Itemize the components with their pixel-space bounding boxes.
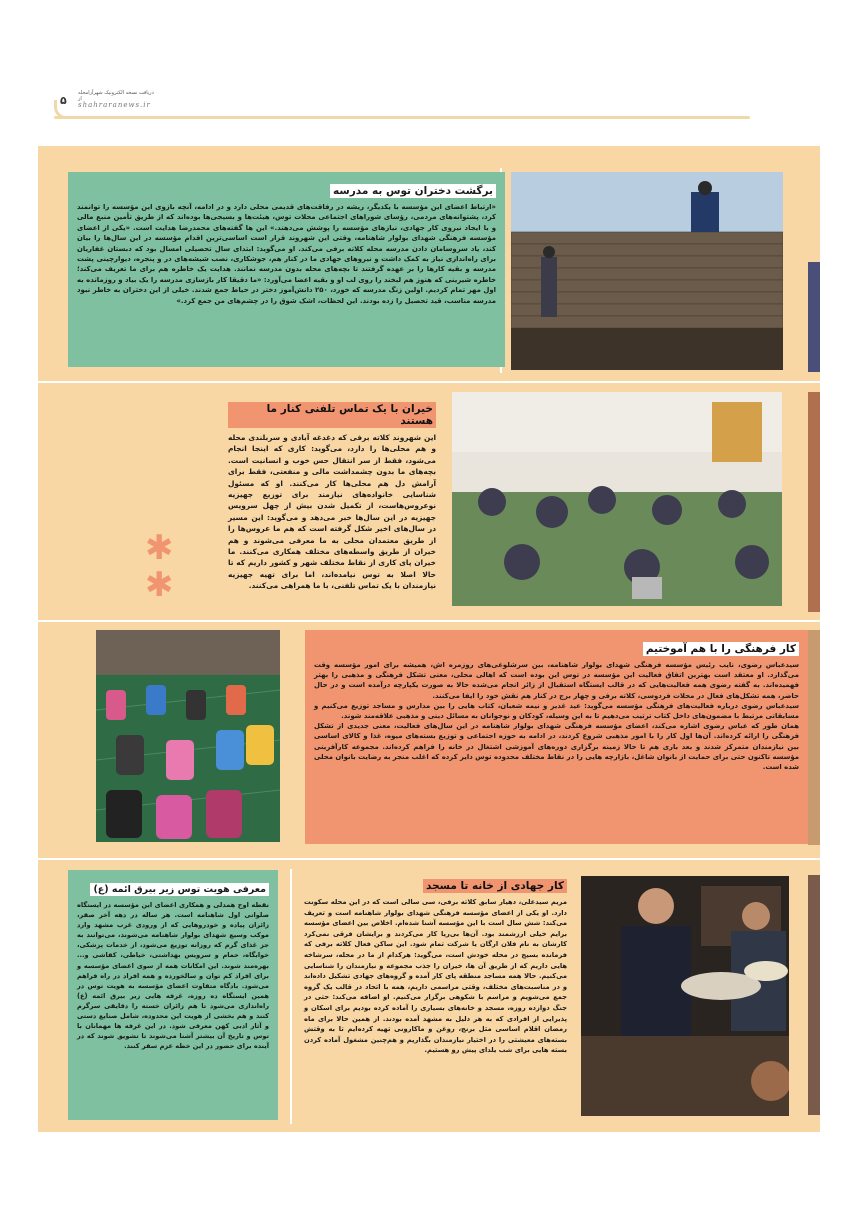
- masthead-site-link[interactable]: shahraranews.ir: [78, 101, 151, 109]
- edge-strip-3: [808, 630, 820, 845]
- photo-cooking: [581, 876, 789, 1116]
- photo-community-meal-image: [452, 392, 782, 606]
- photo-cooking-image: [581, 876, 789, 1116]
- article-tus-identity: [68, 870, 278, 1120]
- article-school-renovation: [68, 172, 505, 367]
- decorative-asterisk: ✱: [145, 528, 174, 568]
- article-title: معرفی هویت توس زیر بیرق ائمه (ع): [90, 883, 269, 896]
- edge-strip-4: [808, 875, 820, 1115]
- page-number: ۵: [60, 94, 67, 107]
- divider: [290, 869, 292, 1124]
- article-body: همان طور که عباس رضوی اشاره می‌کند، اعضای مؤسسه فرهنگی شهدای بولوار شاهنامه در این سال‌های فعالیت، معنی جدیدی از تشکل فرهنگی را ارائه کرده‌اند. آن‌ها اول کار را با امور مذهبی شروع کردند، در ادامه به حوزه اجتماعی و توزیع بسته‌های میوه، غذا و کالای اساسی بین نیازمندان متمرکز شدند و بعد باری هم تا حالا زمینه برگزاری دوره‌های آموزشی اشتغال در خانه را فراهم کرده‌اند. مجموعه کارآفرینی مؤسسه تاکنون حتی برای حمایت از بانوان شاغل، بازارچه هایی را در نقاط مختلف محدوده توس دایر کرده که اغلب منجر به رضایت بانوان محلی شده است.: [314, 722, 799, 772]
- edge-strip-1: [808, 262, 820, 372]
- photo-wall-workers-image: [511, 172, 783, 370]
- article-title: کار جهادی از خانه تا مسجد: [423, 879, 567, 893]
- photo-community-meal: [452, 392, 782, 606]
- divider: [38, 620, 820, 622]
- article-body: «ارتباط اعضای این مؤسسه با یکدیگر، ریشه در رفاقت‌های قدیمی محلی دارد و در ادامه، آنچه بازوی این مؤسسه را توانمند کرد، پشتوانه‌های مردمی، رؤسای شوراهای اجتماعی محلات توس، هیئت‌ها و بسیجی‌ها بوده‌اند که از طریق تأمین منبع مالی و با ایجاد نیروی کار جهادی، نیازهای مؤسسه را پوشش می‌دهند.» این ها گفته‌های محمدرضا هدایت است. «یکی از اعضای مؤسسه فرهنگی شهدای بولوار شاهنامه، وقتی این شهروند قرار است اساسی‌ترین اقدام مؤسسه در این سال‌ها را بیان کند، یاد سروسامان دادن مدرسه محله کلاته برفی می‌کند. او می‌گوید: ابتدای سال تحصیلی امسال بود که دبستان غفاریان برای راه‌اندازی نیاز به کمک داشت و نیروهای جهادی ما در کنار هم، جوشکاری، نصب شیشه‌های در و پنجره، دیوارچینی پشت مدرسه و بقیه کارها را بر عهده گرفتند تا بچه‌های محله بدون مدرسه نمانند. هدایت یک خاطره هم برای ما تعریف می‌کند؛ خاطره شیرینی که هنوز هم لبخند را روی لب او و بقیه اعضا می‌آورد: «ما دقیقا کار بازسازی مدرسه را یک بیاد و روزمانده به اول مهر تمام کردیم. اولین زنگ مدرسه که خورد، ۲۵۰ دانش‌آموز دختر در حیاط جمع شدند. خیلی از این دختران به خاطر نبود مدرسه مناسب، قید تحصیل را زده بودند. این لحظات، اشک شوق را در چشم‌های من جمع کرد.»: [77, 203, 496, 305]
- decorative-asterisk: ✱: [145, 565, 174, 605]
- article-body: این شهروند کلاته برفی که دغدغه آبادی و سربلندی محله و هم محلی‌ها را دارد، می‌گوید: کاری که اینجا انجام می‌شود، فقط از سر انتقال حس خوب و انسانیت است. بچه‌های ما بدون چشمداشت مالی و منفعتی، فقط برای آرامش دل هم محلی‌ها کار می‌کنند. او که مسئول شناسایی خانواده‌های نیازمند برای توزیع جهیزیه نوعروس‌هاست، از تکمیل شدن بیش از چهل سرویس جهیزیه در این سال‌ها خبر می‌دهد و می‌گوید: این مسیر در سال‌های اخیر شکل گرفته است که هم ما عروس‌ها را از طریق معتمدان محلی به ما معرفی می‌شوند و هم خیران از طریق واسطه‌های مختلف همکاری می‌کنند. ما خیران پای کاری از نقاط مختلف شهر و کشور داریم که تا حالا اصلا به توس نیامده‌اند، اما برای تهیه جهیزیه نیازمندان با یک تماس تلفنی، با ما همراهی می‌کنند.: [228, 433, 436, 591]
- article-benefactors: [222, 398, 442, 598]
- article-cultural-work: [305, 630, 808, 844]
- masthead-tagline: دریافت نسخه الکترونیک شهرآرامحله از: [78, 90, 154, 102]
- article-body: نقطه اوج همدلی و همکاری اعضای این مؤسسه در ایستگاه صلواتی اول شاهنامه است. هر ساله در دهه آخر صفر، زائران پیاده و خودروهایی که از ورودی غرب مشهد وارد موکب وسیع شهدای بولوار شاهنامه می‌شوند، می‌توانند به جز غذای گرم که روزانه توزیع می‌شود، از خدمات پزشکی، خوابگاه، حمام و سرویس بهداشتی، خیاطی، کفاشی و... بهره‌مند شوند. این امکانات همه از سوی اعضای مؤسسه و برای افراد کم توان و سالخورده و همه افراد در راه فراهم می‌شود. بادگاه متفاوت اعضای مؤسسه به هویت توس در همین ایستگاه ده روزه، غرفه هایی زیر بیرق ائمه (ع) راه‌اندازی می‌شود تا هم زائران خسته را دقایقی سرگرم کنند و هم بخشی از هویت این محدوده، شامل صنایع دستی و آثار ادبی کهن معرفی شود. در این غرفه ها مهمانان با توس و تاریخ آن بیشتر آشنا می‌شوند تا تشویق شوند که در آینده برای حضور در این خطه عزم سفر کنند.: [77, 901, 269, 1051]
- divider: [38, 858, 820, 860]
- photo-school-bags-image: [96, 630, 280, 842]
- photo-school-bags: [96, 630, 280, 842]
- article-jihadi-work: [298, 870, 573, 1122]
- article-title: برگشت دختران توس به مدرسه: [330, 184, 496, 198]
- article-title: خیران با یک تماس تلفنی کنار ما هستند: [228, 402, 436, 428]
- divider: [38, 381, 820, 383]
- edge-strip-2: [808, 392, 820, 612]
- article-body: سیدعباس رضوی درباره فعالیت‌های فرهنگی مؤسسه می‌گوید: عید غدیر و نیمه شعبان، کتاب هایی را بین مدارس و مساجد توزیع می‌کنیم و مسابقاتی مرتبط با مضمون‌های داخل کتاب ترتیب می‌دهیم تا به این وسیله، کودکان و نوجوانان به مسائل دینی و مذهبی علاقه‌مند شوند.: [314, 701, 799, 721]
- masthead-rule: [54, 116, 750, 119]
- photo-wall-workers: [511, 172, 783, 370]
- article-title: کار فرهنگی را با هم آموختیم: [643, 642, 799, 656]
- article-body: مریم سیدعلی، دهیار سابق کلاته برفی، سی سالی است که در این محله سکونت دارد. او یکی از اعضای مؤسسه فرهنگی شهدای بولوار شاهنامه است و تعریف می‌کند: شش سال است با این مؤسسه آشنا شده‌ام. اخلاص بین اعضای مؤسسه برایم خیلی ارزشمند بود. آن‌ها بی‌ریا کار می‌کردند و برایشان فرقی نمی‌کرد کارشان به نام فلان ارگان یا شرکت تمام شود. این ساکن فعال کلاته برفی که فرمانده بسیج در محله خودش است، می‌گوید: هرکدام از ما در محله، سرشاخه هایی داریم که از طریق آن ها، خیران را جذب مجموعه و نیازمندان را شناسایی می‌کنیم. حالا همه مساجد منطقه پای کار آمده و گروه‌های جهادی تشکیل داده‌اند و در مناسبت‌های مختلف، وقتی مراسمی داریم، همه با اتحاد در قالب یک گروه جمع می‌شویم و مراسم با شکوهی برگزار می‌کنیم. او اضافه می‌کند: حتی در جنگ دوازده روزه، مسجد و خانه‌های بسیاری را آماده کرده بودیم برای اسکان و پذیرایی از افرادی که به هر دلیل به مشهد آمده بودند. از همین حالا برای ماه رمضان اقلام اساسی مثل برنج، روغن و ماکارونی تهیه کرده‌ایم تا به وقتش بسته‌های معیشتی را در اختیار نیازمندان بگذاریم و هم‌چنین مشغول آماده کردن بسته هایی برای شب یلدای پیش رو هستیم.: [304, 898, 567, 1055]
- article-body: سیدعباس رضوی، نایب رئیس مؤسسه فرهنگی شهدای بولوار شاهنامه، بین سرشلوغی‌های روزمره اش، همیشه برای امور مؤسسه وقت می‌گذارد. او معتقد است بهترین اتفاق فعالیت این مؤسسه در توس این بوده است که اهالی محلی، معنی تشکل فرهنگی و مذهبی را بهتر فهمیده‌اند. به گفته رضوی همه فعالیت‌هایی که در قالب ایستگاه استقبال از زائر انجام می‌شده حالا به صورت یکپارچه درآمده است و در حال حاضر، همه تشکل‌های فعال در محلات فردوسی، کلاته برفی و چهار برج در کنار هم نقش خود را ایفا می‌کنند.: [314, 661, 799, 700]
